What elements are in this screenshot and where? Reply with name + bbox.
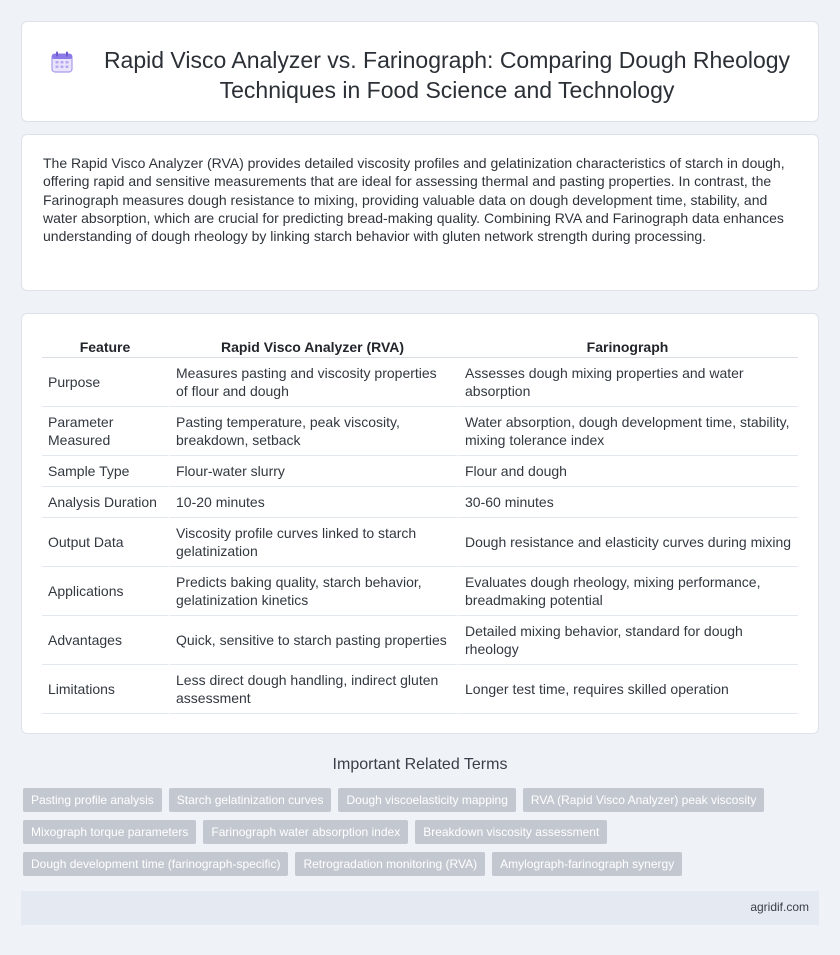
intro-paragraph: The Rapid Visco Analyzer (RVA) provides detailed viscosity profiles and gelatinization characteristics of starch in dough, offering rapid and sensitive measurements that are ideal for assessing thermal and pasting properties. In contrast, the Farinograph measures dough resistance to mixing, providing valuable data on dough development time, stability, and water absorption, which are crucial for predicting bread-making quality. Combining RVA and Farinograph data enhances understanding of dough rheology by linking starch behavior with gluten network strength during processing. <box>43 155 785 245</box>
related-term-tag[interactable]: Mixograph torque parameters <box>23 820 196 844</box>
related-term-tag[interactable]: Dough viscoelasticity mapping <box>338 788 515 812</box>
row-farinograph: Evaluates dough rheology, mixing performance, breadmaking potential <box>457 567 798 616</box>
row-rva: Less direct dough handling, indirect gluten assessment <box>168 665 457 714</box>
comparison-card <box>21 313 819 734</box>
footer-bar <box>21 891 819 925</box>
row-feature: Advantages <box>42 616 168 665</box>
comparison-table <box>42 333 798 714</box>
row-feature: Parameter Measured <box>42 407 168 456</box>
row-feature: Sample Type <box>42 456 168 487</box>
row-farinograph: Assesses dough mixing properties and water absorption <box>457 358 798 407</box>
intro-card <box>21 134 819 291</box>
row-feature: Purpose <box>42 358 168 407</box>
table-row <box>42 665 798 714</box>
table-header-row <box>42 333 798 358</box>
row-farinograph: Dough resistance and elasticity curves during mixing <box>457 518 798 567</box>
related-term-tag[interactable]: Farinograph water absorption index <box>203 820 408 844</box>
row-farinograph: Detailed mixing behavior, standard for dough rheology <box>457 616 798 665</box>
footer-site-link[interactable]: agridif.com <box>750 900 809 914</box>
title-card <box>21 21 819 122</box>
table-row <box>42 407 798 456</box>
related-terms-list <box>23 788 803 876</box>
row-feature: Analysis Duration <box>42 487 168 518</box>
table-row <box>42 518 798 567</box>
row-rva: 10-20 minutes <box>168 487 457 518</box>
row-rva: Pasting temperature, peak viscosity, breakdown, setback <box>168 407 457 456</box>
related-term-tag[interactable]: Retrogradation monitoring (RVA) <box>295 852 485 876</box>
row-farinograph: Flour and dough <box>457 456 798 487</box>
table-row <box>42 358 798 407</box>
header-rva: Rapid Visco Analyzer (RVA) <box>168 333 457 358</box>
page-title: Rapid Visco Analyzer vs. Farinograph: Comparing Dough Rheology Techniques in Food Science and Technology <box>103 47 791 103</box>
related-term-tag[interactable]: Pasting profile analysis <box>23 788 162 812</box>
row-farinograph: Water absorption, dough development time, stability, mixing tolerance index <box>457 407 798 456</box>
row-rva: Flour-water slurry <box>168 456 457 487</box>
related-term-tag[interactable]: Amylograph-farinograph synergy <box>492 852 682 876</box>
header-feature: Feature <box>42 333 168 358</box>
table-row <box>42 456 798 487</box>
row-rva: Measures pasting and viscosity properties of flour and dough <box>168 358 457 407</box>
row-feature: Output Data <box>42 518 168 567</box>
row-farinograph: Longer test time, requires skilled operation <box>457 665 798 714</box>
table-row <box>42 567 798 616</box>
row-feature: Limitations <box>42 665 168 714</box>
table-row <box>42 616 798 665</box>
row-rva: Predicts baking quality, starch behavior, gelatinization kinetics <box>168 567 457 616</box>
header-farinograph: Farinograph <box>457 333 798 358</box>
row-farinograph: 30-60 minutes <box>457 487 798 518</box>
related-term-tag[interactable]: Breakdown viscosity assessment <box>415 820 607 844</box>
related-terms-title: Important Related Terms <box>332 756 508 773</box>
related-term-tag[interactable]: Dough development time (farinograph-specific) <box>23 852 288 876</box>
row-rva: Quick, sensitive to starch pasting properties <box>168 616 457 665</box>
related-term-tag[interactable]: Starch gelatinization curves <box>169 788 332 812</box>
calendar-icon <box>50 50 74 74</box>
row-rva: Viscosity profile curves linked to starch gelatinization <box>168 518 457 567</box>
related-term-tag[interactable]: RVA (Rapid Visco Analyzer) peak viscosity <box>523 788 764 812</box>
table-row <box>42 487 798 518</box>
row-feature: Applications <box>42 567 168 616</box>
